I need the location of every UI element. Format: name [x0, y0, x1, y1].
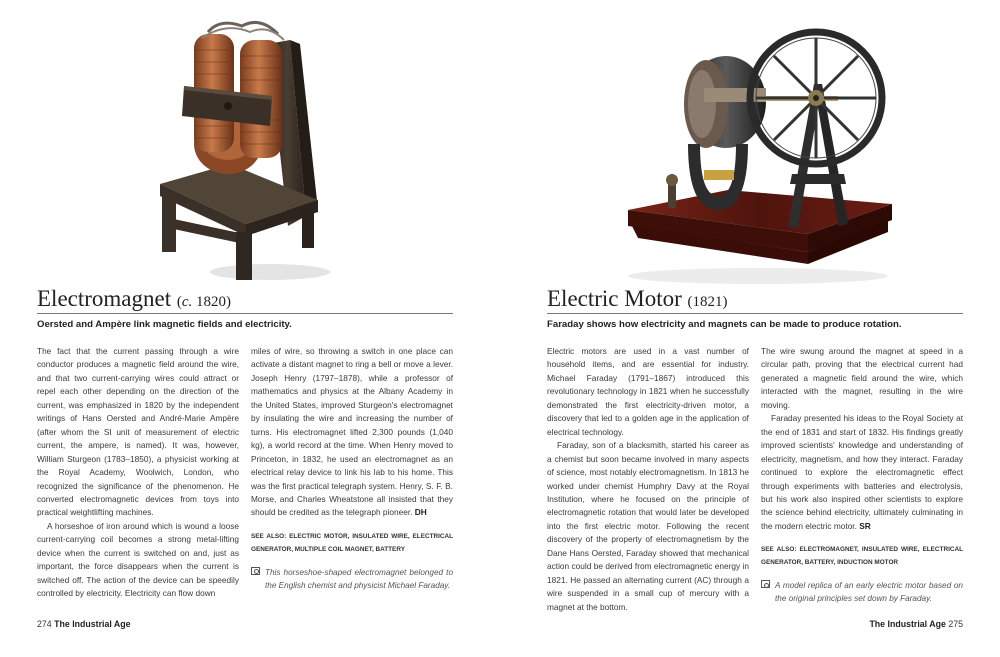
section-name: The Industrial Age [54, 619, 131, 629]
section-name: The Industrial Age [869, 619, 946, 629]
left-column-2 [251, 345, 453, 592]
camera-icon [251, 567, 260, 575]
photo-caption: This horseshoe-shaped electromagnet belonged to the English chemist and physicist Michael Faraday. [251, 566, 453, 592]
see-also [251, 530, 453, 556]
see-also-label: SEE ALSO: [761, 546, 797, 554]
see-also [761, 543, 963, 569]
right-column-1 [547, 345, 749, 614]
author-initials: SR [859, 520, 871, 531]
title-text: Electric Motor [547, 286, 682, 311]
title-rule [547, 313, 963, 314]
electric-motor-photo [608, 14, 894, 286]
article-subtitle: Oersted and Ampère link magnetic fields and electricity. [37, 319, 292, 330]
page-number: 274 [37, 619, 52, 629]
camera-icon [761, 580, 770, 588]
title-text: Electromagnet [37, 286, 172, 311]
right-column-2 [761, 345, 963, 605]
paragraph: The fact that the current passing through a wire conductor produces a magnetic field around the wire, and that two current-carrying wires could attract or repel each other depending on the direction of the current, was emphasized in 1820 by the independent writings of Hans Oersted and André-Marie Ampère (after whom the SI unit of measurement of electric current, the ampere, is named). It was, however, William Sturgeon (1783–1850), a physicist working at the Royal Academy, Woolwich, London, who recognized the significance of the phenomenon. He converted electromagnetic devices from toys into practical weightlifting machines. [37, 346, 239, 518]
author-initials: DH [414, 507, 427, 518]
paragraph: miles of wire, so throwing a switch in one place can activate a distant magnet to ring a bell or move a lever. Joseph Henry (1797–1878), while a professor of mathematics and physics at the Albany Academy in the United States, improved Sturgeon's electromagnet by insulating the wire and increasing the number of turns. His electromagnet lifted 2,300 pounds (1,040 kg), a world record at the time. When Henry moved to Princeton, in 1832, he used an electromagnet as an electrical relay device to link his lab to his home. This was the first practical telegraph system. Henry, S. F. B. Morse, and Charles Wheatstone all insisted that they should be credited as the telegraph pioneer. DH [251, 346, 453, 518]
title-date: (c. 1820) [176, 294, 232, 310]
see-also-topics: ELECTRIC MOTOR, INSULATED WIRE, ELECTRICAL GENERATOR, MULTIPLE COIL MAGNET, BATTERY [251, 532, 453, 553]
paragraph: Electric motors are used in a vast number of household items, and are essential for industry. Michael Faraday (1791–1867) introduced this revolutionary technology in 1821 when he successfully demonstrated the first electricity-driven motor, a discovery that led to a golden age in the application of electrical technology. [547, 346, 749, 437]
left-column-1 [37, 345, 239, 601]
article-title-electric-motor [547, 286, 728, 312]
paragraph: A horseshoe of iron around which is wound a loose current-carrying coil becomes a strong metal-lifting device when the current is switched on and, just as important, the force disappears when the current is switched off. The action of the device can be speedily controlled by electricity. Electricity can flow down [37, 520, 239, 599]
right-page [500, 0, 1000, 657]
see-also-topics: ELECTROMAGNET, INSULATED WIRE, ELECTRICAL GENERATOR, BATTERY, INDUCTION MOTOR [761, 546, 963, 567]
paragraph: Faraday, son of a blacksmith, started his career as a chemist but soon became involved in many aspects of science, most notably electromagnetism. In 1813 he worked under chemist Humphry Davy at the Royal Institution, where he focused on the principle of electromagnetic rotation that would later be developed into the first electric motor. Following the recent discovery of the property of electromagnetism by the Dane Hans Oersted, Faraday showed that mechanical action could be derived from electromagnetic energy in 1821. He passed an alternating current (AC) through a wire suspended in a small cup of mercury with a magnet at the bottom. [547, 440, 749, 612]
paragraph: The wire swung around the magnet at speed in a circular path, proving that the electrical current had generated a magnetic field around the wire, which interacted with the magnet, resulting in the wire moving. [761, 346, 963, 410]
photo-caption: A model replica of an early electric motor based on the original principles set down by Faraday. [761, 579, 963, 605]
article-title-electromagnet [37, 286, 231, 312]
article-subtitle: Faraday shows how electricity and magnets can be made to produce rotation. [547, 319, 902, 330]
page-number: 275 [948, 619, 963, 629]
title-rule [37, 313, 453, 314]
page-footer [869, 619, 963, 629]
title-date: (1821) [687, 294, 728, 310]
page-footer [37, 619, 131, 629]
see-also-label: SEE ALSO: [251, 532, 287, 540]
electromagnet-photo [150, 14, 330, 286]
paragraph: Faraday presented his ideas to the Royal Society at the end of 1831 and start of 1832. His findings greatly improved scientists' knowledge and understanding of electricity, magnetism, and how they interact. Faraday continued to explore the electromagnetic effect through experiments with batteries and electrolysis, but his work also inspired other scientists to explore the science behind electricity, ultimately culminating in the modern electric motor. SR [761, 413, 963, 531]
